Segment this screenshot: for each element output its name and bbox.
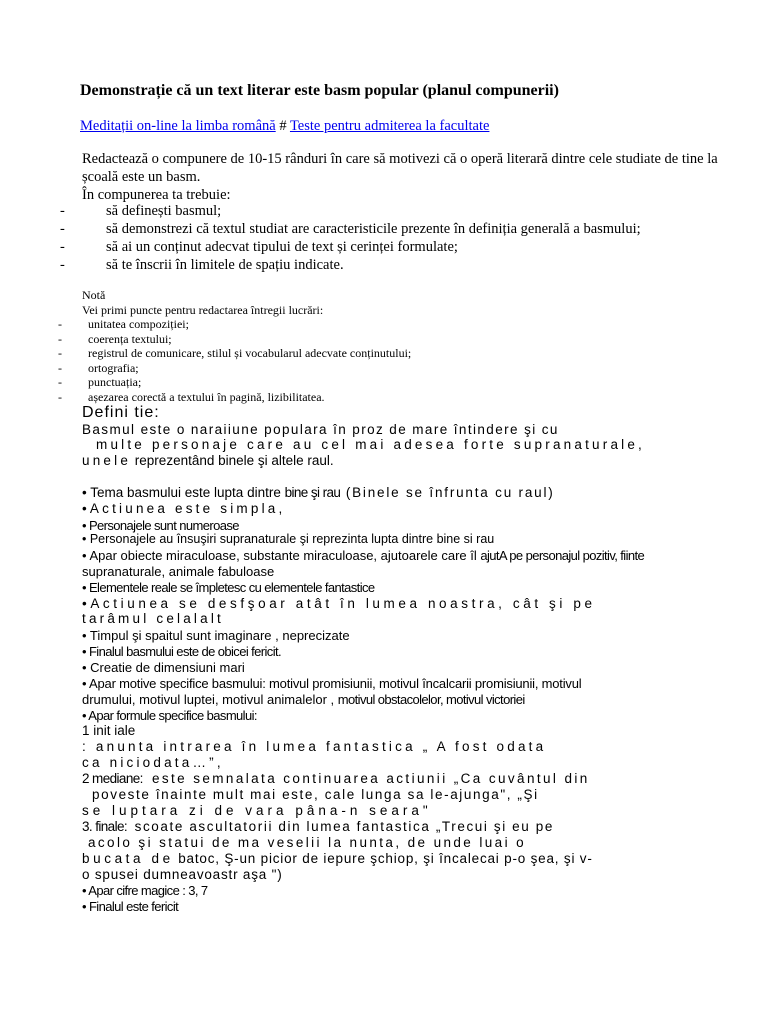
feature-item: • Apar obiecte miraculoase, substante miraculoase, ajutoarele care îl ajutA pe personajul pozitiv, fiinte xyxy=(82,548,645,563)
list-item: - să definești basmul; xyxy=(60,203,222,219)
list-item: - unitatea compoziției; xyxy=(58,317,189,331)
formula-text: : anunta intrarea în lumea fantastica „ A fost odata xyxy=(82,739,547,754)
definitie-line: Basmul este o naraiiune populara în proz de mare întindere şi cu xyxy=(82,422,559,437)
list-item: - să demonstrezi că textul studiat are caracteristicile prezente în definiția generală a basmului; xyxy=(60,221,641,237)
feature-item: drumului, motivul luptei, motivul animalelor , motivul obstacolelor, motivul victoriei xyxy=(82,692,525,707)
feature-item: • Personajele au însuşiri supranaturale şi reprezinta lupta dintre bine si rau xyxy=(82,532,495,546)
formula-text: acolo şi statui de ma veselii la nunta, de unde luai o xyxy=(88,835,527,850)
list-item: - să te înscrii în limitele de spațiu indicate. xyxy=(60,257,344,273)
list-item: - să ai un conținut adecvat tipului de text și cerinței formulate; xyxy=(60,239,458,255)
definitie-line: unele reprezentând binele şi altele raul. xyxy=(82,453,334,468)
nota-title: Notă xyxy=(82,288,106,302)
feature-item: tarâmul celalalt xyxy=(82,611,224,626)
feature-item: •Actiunea este simpla, xyxy=(82,501,286,516)
formula-mediane: 2 mediane: este semnalata continuarea actiunii „Ca cuvântul din xyxy=(82,771,590,786)
requirements-list xyxy=(60,202,641,274)
definitie-line: multe personaje care au cel mai adesea forte supranaturale, xyxy=(96,437,646,452)
intro-requirements-label: În compunerea ta trebuie: xyxy=(82,187,231,203)
feature-item: • Apar cifre magice : 3, 7 xyxy=(82,883,208,898)
feature-item: • Elementele reale se împletesc cu elementele fantastice xyxy=(82,580,375,595)
formula-finale: 3. finale: scoate ascultatorii din lumea fantastica „Trecui şi eu pe xyxy=(82,819,554,834)
list-item: - așezarea corectă a textului în pagină, lizibilitatea. xyxy=(58,389,325,404)
feature-item: supranaturale, animale fabuloase xyxy=(82,564,275,579)
feature-item: •Actiunea se desfşoar atât în lumea noastra, cât şi pe xyxy=(82,596,596,611)
list-item: - registrul de comunicare, stilul și vocabularul adecvate conținutului; xyxy=(58,346,412,360)
feature-item: • Personajele sunt numeroase xyxy=(82,518,239,533)
feature-item: • Tema basmului este lupta dintre bine şi rau (Binele se înfrunta cu raul) xyxy=(82,485,555,500)
formula-initiale-label: 1 init iale xyxy=(82,723,136,738)
feature-item: • Finalul basmului este de obicei fericit. xyxy=(82,644,282,659)
formula-text: o spusei dumneavoastr aşa ") xyxy=(82,867,283,882)
link-meditatii[interactable]: Meditații on-line la limba română xyxy=(80,118,276,134)
intro-text: Redactează o compunere de 10-15 rânduri în care să motivezi că o operă literară dintre cele studiate de tine la școală este un basm. xyxy=(82,151,718,185)
feature-item: • Creatie de dimensiuni mari xyxy=(82,660,245,675)
formula-text: bucata de batoc, Ş-un picior de iepure şchiop, şi încalecai p-o şea, şi v- xyxy=(82,851,593,866)
feature-item: • Apar formule specifice basmului: xyxy=(82,708,257,723)
page-title: Demonstrație că un text literar este basm popular (planul compunerii) xyxy=(80,82,559,99)
list-item: - ortografia; xyxy=(58,360,139,375)
definitie-heading: Defini tie: xyxy=(82,404,160,421)
list-item: - coerența textului; xyxy=(58,331,172,346)
feature-item: • Apar motive specifice basmului: motivul promisiunii, motivul încalcarii promisiunii, motivul xyxy=(82,676,582,691)
feature-item: • Finalul este fericit xyxy=(82,899,179,914)
link-separator: # xyxy=(275,118,290,134)
intro-block xyxy=(82,150,722,204)
link-teste[interactable]: Teste pentru admiterea la facultate xyxy=(289,118,490,134)
list-item: - punctuația; xyxy=(58,375,142,389)
feature-item: • Timpul şi spaitul sunt imaginare , neprecizate xyxy=(82,628,350,643)
formula-text: poveste înainte mult mai este, cale lunga sa le-ajunga", „Şi xyxy=(92,787,539,802)
nota-subtitle: Vei primi puncte pentru redactarea întregii lucrări: xyxy=(82,303,324,317)
nota-list xyxy=(58,317,412,404)
formula-text: ca niciodata…”, xyxy=(82,755,224,770)
links-row xyxy=(80,118,489,135)
formula-text: se luptara zi de vara pâna-n seara" xyxy=(82,803,432,818)
